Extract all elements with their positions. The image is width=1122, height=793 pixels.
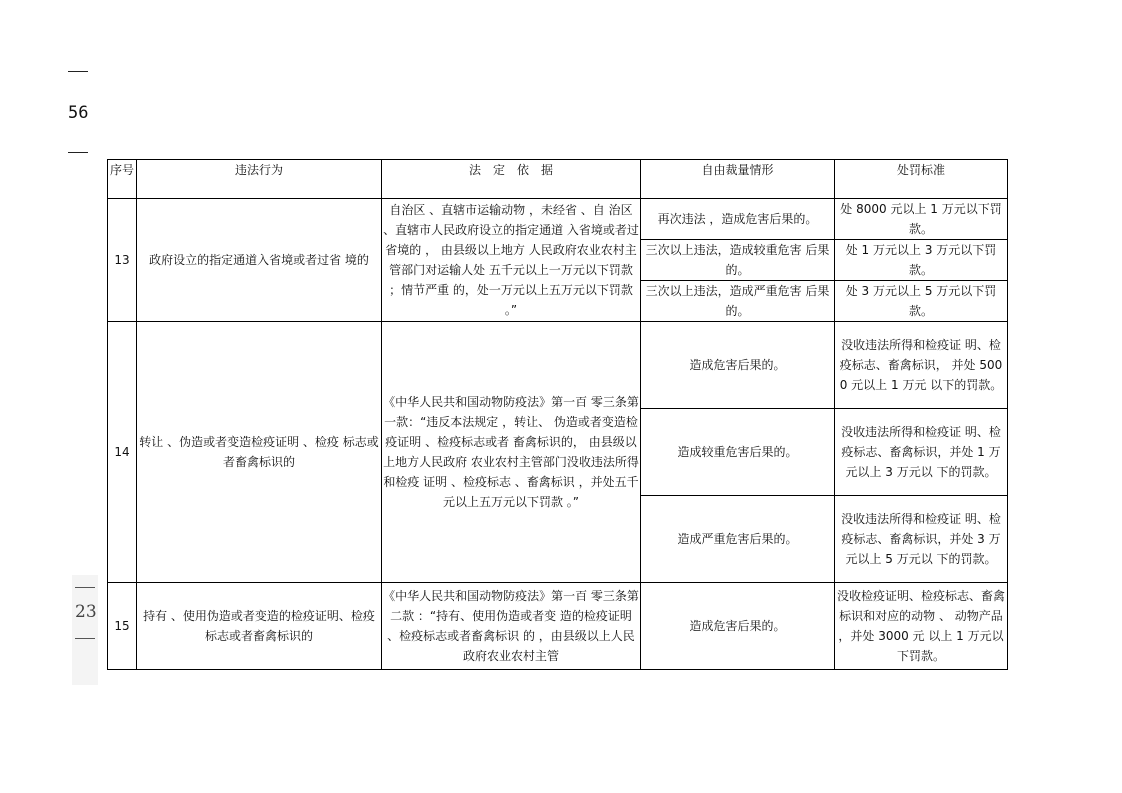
row-situation: 造成严重危害后果的。 — [641, 496, 835, 583]
side-page-number: 23 — [75, 602, 97, 622]
page-number: 56 — [68, 103, 89, 123]
row-situation: 三次以上违法，造成较重危害 后果的。 — [641, 240, 835, 281]
table-row — [108, 583, 1008, 670]
header-penalty: 处罚标准 — [835, 160, 1008, 199]
header-act: 违法行为 — [137, 160, 382, 199]
row-number: 14 — [108, 322, 137, 583]
row-number: 15 — [108, 583, 137, 670]
row-penalty: 处 3 万元以上 5 万元以下罚款。 — [835, 281, 1008, 322]
row-situation: 造成危害后果的。 — [641, 322, 835, 409]
header-situation: 自由裁量情形 — [641, 160, 835, 199]
row-basis: 《中华人民共和国动物防疫法》第一百 零三条第二款 ：“持有、使用伪造或者变 造的检疫证明 、检疫标志或者畜禽标识 的 ，由县级以上人民政府农业农村主管 — [382, 583, 641, 670]
header-no: 序号 — [108, 160, 137, 199]
table-row — [108, 322, 1008, 409]
row-act: 转让 、伪造或者变造检疫证明 、检疫 标志或者畜禽标识的 — [137, 322, 382, 583]
table-header-row — [108, 160, 1008, 199]
row-situation: 造成较重危害后果的。 — [641, 409, 835, 496]
table-row — [108, 199, 1008, 240]
page-dash-bottom — [68, 152, 88, 153]
row-penalty: 没收违法所得和检疫证 明、检疫标志、畜禽标识，并处 3 万元以上 5 万元以 下的罚款。 — [835, 496, 1008, 583]
side-margin-strip — [72, 575, 98, 685]
row-act: 政府设立的指定通道入省境或者过省 境的 — [137, 199, 382, 322]
row-penalty: 没收检疫证明、检疫标志、畜禽标识和对应的动物 、 动物产品 ，并处 3000 元 以上 1 万元以下罚款。 — [835, 583, 1008, 670]
row-penalty: 没收违法所得和检疫证 明、检疫标志、畜禽标识， 并处 5000 元以上 1 万元 以下的罚款。 — [835, 322, 1008, 409]
row-penalty: 没收违法所得和检疫证 明、检疫标志、畜禽标识，并处 1 万元以上 3 万元以 下的罚款。 — [835, 409, 1008, 496]
side-page-dash-top — [75, 587, 95, 588]
row-basis: 《中华人民共和国动物防疫法》第一百 零三条第一款：“违反本法规定 ，转让、 伪造或者变造检疫证明 、检疫标志或者 畜禽标识的， 由县级以上地方人民政府 农业农村主管部门没收违法所得和检疫 证明 、检疫标志 、畜禽标识 ，并处五千 元以上五万元以下罚款 。” — [382, 322, 641, 583]
row-penalty: 处 1 万元以上 3 万元以下罚款。 — [835, 240, 1008, 281]
row-basis: 自治区 、直辖市运输动物 ，未经省 、自 治区 、直辖市人民政府设立的指定通道 入省境或者过省境的 ， 由县级以上地方 人民政府农业农村主管部门对运输人处 五千元以上一万元以下罚款 ；情节严重 的，处一万元以上五万元以下罚款 。” — [382, 199, 641, 322]
row-situation: 造成危害后果的。 — [641, 583, 835, 670]
side-page-dash-bottom — [75, 638, 95, 639]
row-situation: 再次违法 ，造成危害后果的。 — [641, 199, 835, 240]
header-basis: 法 定 依 据 — [382, 160, 641, 199]
row-penalty: 处 8000 元以上 1 万元以下罚款。 — [835, 199, 1008, 240]
row-number: 13 — [108, 199, 137, 322]
row-situation: 三次以上违法，造成严重危害 后果的。 — [641, 281, 835, 322]
page-dash-top — [68, 71, 88, 72]
row-act: 持有 、使用伪造或者变造的检疫证明、检疫标志或者畜禽标识的 — [137, 583, 382, 670]
penalty-table — [107, 159, 1008, 670]
